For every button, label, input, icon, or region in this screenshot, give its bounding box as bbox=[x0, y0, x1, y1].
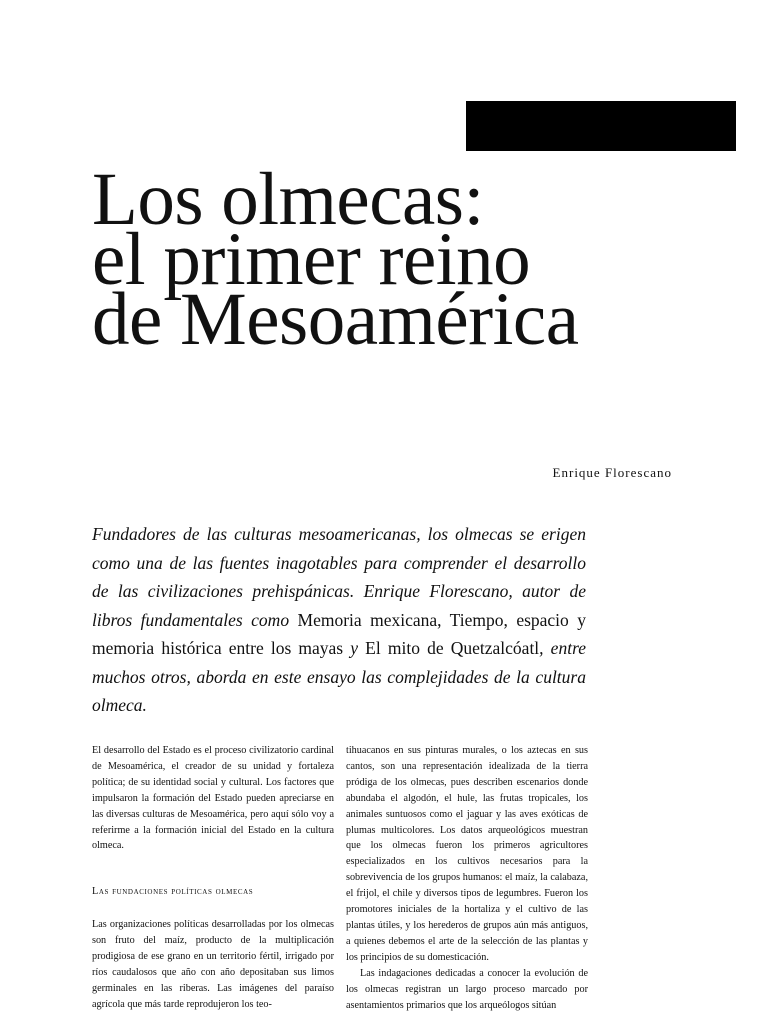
book-title: Memoria mexicana, Tiempo, espacio y memoria histórica entre los mayas bbox=[92, 609, 586, 658]
title-line: Los olmecas: bbox=[92, 158, 484, 241]
author-name: Enrique Florescano bbox=[552, 465, 672, 480]
body-paragraph: El desarrollo del Estado es el proceso civilizatorio cardinal de Mesoamérica, el creador de su unidad y fortaleza política; de su identidad social y cultural. Los factores que impulsaron la formación del Estado pueden apreciarse en las diversas culturas de Mesoamérica, pero aquí sólo voy a referirme a la formación inicial del Estado en la cultura olmeca. bbox=[92, 745, 334, 852]
lead-text-italic: Fundadores de las culturas mesoamericanas, los olmecas se erigen como una de las fuentes inagotables para comprender el desarrollo de las civilizaciones prehispánicas. Enrique Florescano, autor de libros fundamentales como bbox=[92, 524, 586, 630]
section-heading: Las fundaciones políticas olmecas bbox=[92, 886, 254, 898]
body-paragraph: Las indagaciones dedicadas a conocer la evolución de los olmecas registran un largo proceso marcado por asentamientos primarios que los arqueólogos sitúan bbox=[346, 967, 588, 1011]
article-title bbox=[92, 158, 742, 361]
body-column-left bbox=[92, 743, 334, 1013]
body-paragraph: tihuacanos en sus pinturas murales, o los aztecas en sus cantos, son una representación idealizada de la tierra pródiga de los olmecas, pues describen escenarios donde abundaba el algodón, el hule, las frutas tropicales, los animales suntuosos como el jaguar y las aves exóticas de plumas multicolores. Los datos arqueológicos muestran que los olmecas fueron los primeros agricultores especializados en los cultivos necesarios para la sobrevivencia de los grupos humanos: el maíz, la calabaza, el frijol, el chile y diversos tipos de legumbres. Fueron los promotores iniciales de la hortaliza y el cultivo de las plantas útiles, y los herederos de grupos aún más antiguos, a quienes debemos el arte de la selección de las plantas y los principios de su domesticación. bbox=[346, 745, 588, 963]
lead-text-italic: , entre muchos otros, aborda en este ensayo las complejidades de la cultura olmeca. bbox=[92, 638, 586, 715]
lead-paragraph bbox=[92, 520, 586, 720]
lead-text-italic: y bbox=[343, 638, 366, 658]
title-line: de Mesoamérica bbox=[92, 278, 579, 361]
body-column-right bbox=[346, 743, 588, 1013]
book-title: El mito de Quetzalcóatl bbox=[365, 638, 540, 658]
black-header-bar bbox=[466, 101, 736, 151]
body-paragraph: Las organizaciones políticas desarrolladas por los olmecas son fruto del maíz, producto de la multiplicación prodigiosa de ese grano en un territorio fértil, irrigado por ríos caudalosos que año con año depositaban sus limos germinales en las riberas. Las imágenes del paraíso agrícola que más tarde reprodujeron los teo- bbox=[92, 919, 334, 1010]
title-line: el primer reino bbox=[92, 218, 531, 301]
